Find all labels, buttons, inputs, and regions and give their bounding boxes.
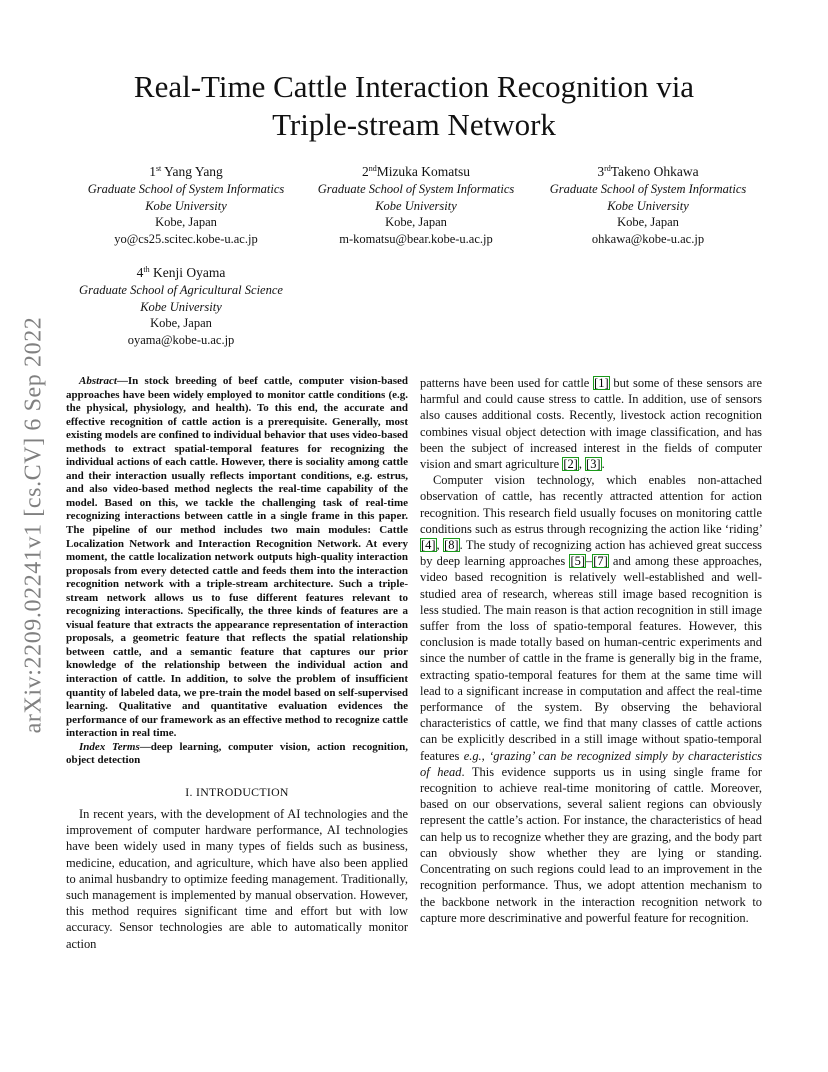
citation-link[interactable]: [2] xyxy=(563,457,578,472)
citation-link[interactable]: [5] xyxy=(570,554,585,569)
abstract-label: Abstract xyxy=(79,375,117,387)
body-paragraph-1: patterns have been used for cattle [1] but some of these sensors are harmful and could cause stress to cattle. In addition, use of sensors also causes additional costs. Recently, livestock action recognition combines visual object detection with image classification, and has been the subject of increased interest in the fields of computer vision and smart agriculture [2], [3]. xyxy=(420,376,762,472)
author-affiliation: Graduate School of System Informatics xyxy=(87,181,285,196)
author-block-2 xyxy=(302,164,530,248)
body-paragraph-2: Computer vision technology, which enables non-attached observation of cattle, has recently attracted attention for action recognition. This research field usually focuses on monitoring cattle conditions such as estrus through recognizing the action like ‘riding’ [4], [8]. The study of recognizing action has achieved great success by deep learning approaches [5]–[7] and among these approaches, video based recognition is relatively well-established and well-studied area of research, whereas still image based recognition is less studied. The main reason is that action recognition in still image suffer from the loss of spatio-temporal features. However, this conclusion is made totally based on human-centric experiments and since the number of cattle in the frame is generally big in the frame, extracting spatio-temporal features for them at the same time will lead to a significant increase in computation and affect the real-time performance of the system. By observing the behavioral characteristics of cattle, we find that many classes of cattle actions can be explicitly described in a still image without spatio-temporal features e.g., ‘grazing’ can be recognized simply by characteristics of head. This evidence supports us in using single frame for recognition to achieve real-time monitoring of cattle. Moreover, based on our observations, several salient regions can obviously represent the cattle’s action. For instance, the characteristics of head can help us to recognize whether they are grazing, and the body part can obviously show whether they are lying or standing. Concentrating on such regions could lead to an improvement in the recognition performance. Thus, we adopt attention mechanism to the backbone network in the interaction recognition network to capture more descriminative and powerful feature for recognition. xyxy=(420,473,763,925)
author-email: ohkawa@kobe-u.ac.jp xyxy=(591,232,705,247)
index-terms xyxy=(66,741,408,768)
author-name: 3rdTakeno Ohkawa xyxy=(597,164,699,179)
paper-title xyxy=(60,68,768,144)
author-location: Kobe, Japan xyxy=(385,215,447,230)
citation-link[interactable]: [7] xyxy=(593,554,608,569)
citation-link[interactable]: [8] xyxy=(444,538,459,553)
citation-link[interactable]: [1] xyxy=(594,376,609,390)
index-terms-text: —deep learning, computer vision, action recognition, object detection xyxy=(66,740,408,767)
author-university: Kobe University xyxy=(140,299,222,314)
author-name: 4th Kenji Oyama xyxy=(136,265,226,280)
intro-paragraph: In recent years, with the development of AI technologies and the improvement of computer hardware performance, AI technologies have been widely used in many types of fields such as business, medicine, education, and agriculture, which have also been applied to animal husbandry to optimize feeding management. Traditionally, such management is implemented by manual observation. However, this method requires significant time and effort but with low accuracy. Sensor technologies are able to automatically monitor action xyxy=(66,807,408,951)
right-column xyxy=(420,375,762,926)
left-column xyxy=(66,375,408,952)
author-block-3 xyxy=(534,164,762,248)
author-block-1 xyxy=(72,164,300,248)
author-block-4 xyxy=(64,265,298,349)
author-university: Kobe University xyxy=(375,198,457,213)
abstract xyxy=(66,375,408,741)
author-location: Kobe, Japan xyxy=(150,316,212,331)
author-name: 1st Yang Yang xyxy=(149,164,223,179)
author-name: 2ndMizuka Komatsu xyxy=(361,164,471,179)
title-line-2: Triple-stream Network xyxy=(272,107,556,142)
author-affiliation: Graduate School of System Informatics xyxy=(549,181,747,196)
author-university: Kobe University xyxy=(145,198,227,213)
author-university: Kobe University xyxy=(607,198,689,213)
author-email: yo@cs25.scitec.kobe-u.ac.jp xyxy=(114,232,258,247)
citation-link[interactable]: [3] xyxy=(586,457,601,472)
author-affiliation: Graduate School of Agricultural Science xyxy=(79,282,283,297)
index-terms-label: Index Terms xyxy=(79,740,140,753)
arxiv-identifier: arXiv:2209.02241v1 [cs.CV] 6 Sep 2022 xyxy=(20,316,47,734)
citation-link[interactable]: [4] xyxy=(421,538,436,553)
abstract-text: —In stock breeding of beef cattle, computer vision-based approaches have been widely employed to monitor cattle conditions (e.g. the physical, physiology, and health). To this end, the accurate and effective recognition of cattle action is a prerequisite. Generally, most existing models are confined to individual behavior that uses video-based methods to extract spatial-temporal features for recognizing the individual actions of each cattle. However, there is sociality among cattle and their interaction usually reflects important conditions, e.g. estrus, and also video-based method neglects the real-time capability of the model. Based on this, we tackle the challenging task of real-time recognizing interactions between cattle in a single frame in this paper. The pipeline of our method includes two main modules: Cattle Localization Network and Interaction Recognition Network. At every moment, the cattle localization network outputs high-quality interaction proposals from every detected cattle and feeds them into the interaction recognition network with a triple-stream architecture. Such a triple-stream network allows us to fuse different features relevant to recognizing interactions. Specifically, the three kinds of features are a visual feature that extracts the appearance representation of interaction proposals, a geometric feature that reflects the spatial relationship between cattle, and a semantic feature that captures our prior knowledge of the relationship between the individual action and interaction of cattle. In addition, to solve the problem of insufficient quantity of labeled data, we pre-train the model based on self-supervised learning. Qualitative and quantitative evaluation evidences the performance of our framework as an effective method to recognize cattle interaction in real time. xyxy=(66,375,408,740)
author-affiliation: Graduate School of System Informatics xyxy=(317,181,515,196)
author-location: Kobe, Japan xyxy=(617,215,679,230)
section-heading-introduction: I. INTRODUCTION xyxy=(185,784,289,799)
title-line-1: Real-Time Cattle Interaction Recognition via xyxy=(133,69,695,104)
author-email: m-komatsu@bear.kobe-u.ac.jp xyxy=(339,232,493,247)
author-email: oyama@kobe-u.ac.jp xyxy=(127,333,235,348)
arxiv-sidebar xyxy=(14,290,54,760)
author-location: Kobe, Japan xyxy=(155,215,217,230)
